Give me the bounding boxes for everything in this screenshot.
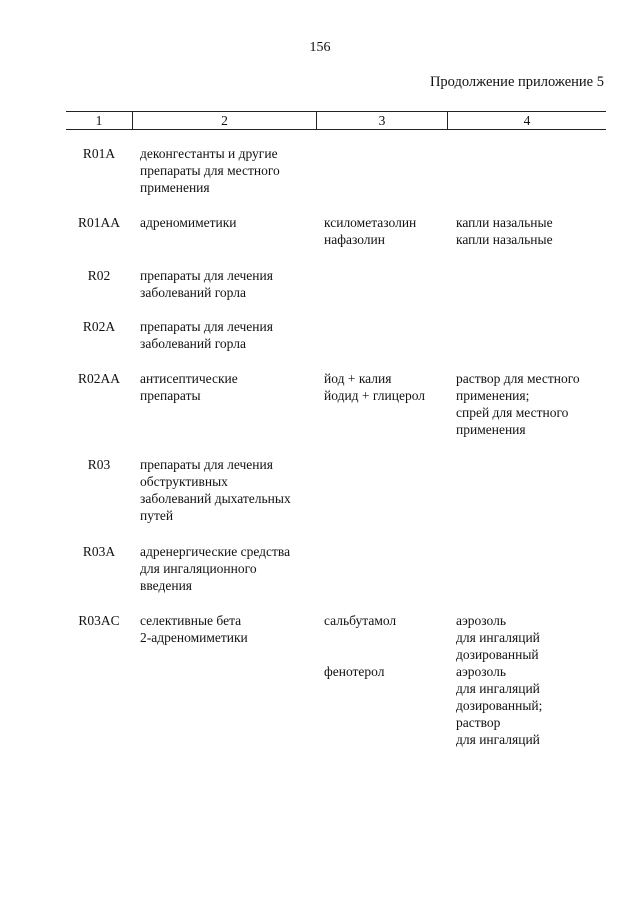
table-header <box>66 111 606 130</box>
header-col-3: 3 <box>378 113 386 128</box>
atc-code: R02A <box>82 319 116 334</box>
drug-inn: фенотерол <box>324 664 385 679</box>
header-col-1: 1 <box>95 113 103 128</box>
dosage-form: аэрозоль для ингаляций дозированный <box>456 613 540 662</box>
atc-code: R03A <box>82 544 116 559</box>
atc-code: R02AA <box>77 371 120 386</box>
drug-inn: йод + калия йодид + глицерол <box>324 371 425 403</box>
drug-group: препараты для лечения заболеваний горла <box>140 319 273 351</box>
drug-inn: сальбутамол <box>324 613 397 628</box>
dosage-form: аэрозоль для ингаляций дозированный; раствор для ингаляций <box>456 664 543 747</box>
header-col-4: 4 <box>523 113 531 128</box>
drug-group: препараты для лечения обструктивных заболеваний дыхательных путей <box>140 457 291 523</box>
atc-code: R01A <box>82 146 116 161</box>
drug-inn: ксилометазолин нафазолин <box>324 215 417 247</box>
atc-code: R02 <box>87 268 111 283</box>
header-col-2: 2 <box>221 113 228 128</box>
drug-group: адреномиметики <box>140 215 237 230</box>
drug-group: антисептические препараты <box>140 371 238 403</box>
drug-group: селективные бета 2-адреномиметики <box>140 613 248 645</box>
continuation-note: Продолжение приложение 5 <box>429 74 604 90</box>
atc-code: R01AA <box>77 215 120 230</box>
drug-group: адренергические средства для ингаляционного введения <box>140 544 291 593</box>
atc-code: R03AC <box>78 613 120 628</box>
drug-group: препараты для лечения заболеваний горла <box>140 268 273 300</box>
atc-code: R03 <box>87 457 111 472</box>
dosage-form: раствор для местного применения; спрей для местного применения <box>456 371 580 437</box>
page-number: 156 <box>309 40 331 55</box>
dosage-form: капли назальные капли назальные <box>456 215 553 247</box>
drug-group: деконгестанты и другие препараты для местного применения <box>140 146 280 195</box>
